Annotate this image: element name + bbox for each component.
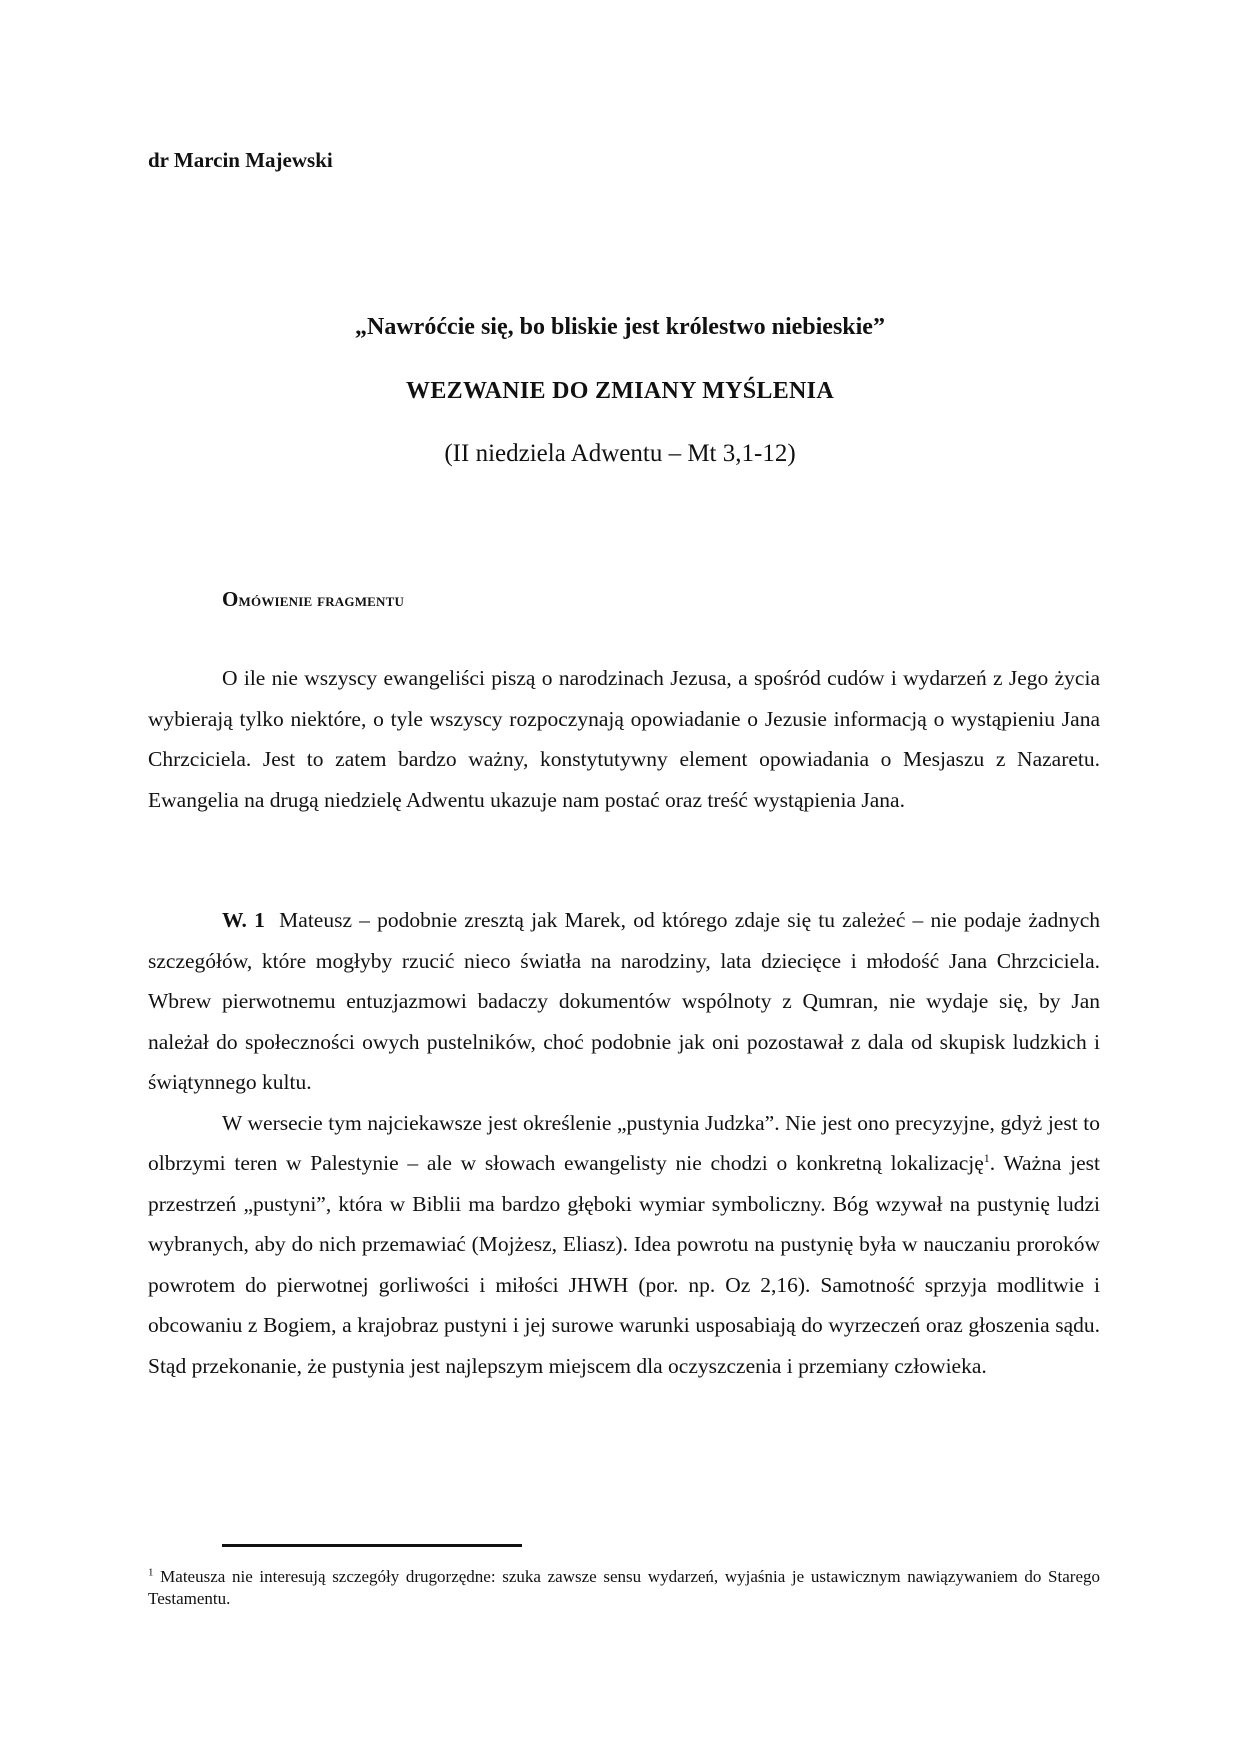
paragraph-desert [148, 1103, 1100, 1387]
author-name: dr Marcin Majewski [148, 148, 333, 172]
footnote-reference[interactable]: 1 [983, 1150, 990, 1165]
paragraph-verse-1-text: Mateusz – podobnie zresztą jak Marek, od którego zdaje się tu zależeć – nie podaje żadnych szczegółów, które mogłyby rzucić nieco światła na narodziny, lata dziecięce i młodość Jana Chrzciciela. Wbrew pierwotnemu entuzjazmowi badaczy dokumentów wspólnoty z Qumran, nie wydaje się, by Jan należał do społeczności owych pustelników, choć podobnie jak oni pozostawał z dala od skupisk ludzkich i świątynnego kultu. [148, 908, 1101, 1094]
paragraph-block-1 [148, 658, 1100, 820]
footnote [148, 1566, 1100, 1610]
section-heading [222, 587, 404, 612]
paragraph-block-2 [148, 900, 1100, 1386]
paragraph-verse-1 [148, 900, 1100, 1103]
paragraph-intro: O ile nie wszyscy ewangeliści piszą o narodzinach Jezusa, a spośród cudów i wydarzeń z Jego życia wybierają tylko niektóre, o tyle wszyscy rozpoczynają opowiadanie o Jezusie informacją o wystąpieniu Jana Chrzciciela. Jest to zatem bardzo ważny, konstytutywny element opowiadania o Mesjaszu z Nazaretu. Ewangelia na drugą niedzielę Adwentu ukazuje nam postać oraz treść wystąpienia Jana. [148, 666, 1100, 812]
footnote-marker: 1 [148, 1566, 154, 1579]
section-heading-initial: O [222, 587, 239, 611]
title-quote: „Nawróćcie się, bo bliskie jest królestwo niebieskie” [355, 314, 885, 340]
subtitle: (II niedziela Adwentu – Mt 3,1-12) [444, 440, 796, 467]
page-title: WEZWANIE DO ZMIANY MYŚLENIA [406, 378, 834, 404]
footnote-divider [222, 1544, 522, 1547]
section-heading-rest: mówienie fragmentu [238, 590, 405, 610]
verse-label: W. 1 [222, 908, 265, 932]
paragraph-desert-text-b: . Ważna jest przestrzeń „pustyni”, która w Biblii ma bardzo głęboki wymiar symboliczny. Bóg wzywał na pustynię ludzi wybranych, aby do nich przemawiać (Mojżesz, Eliasz). Idea powrotu na pustynię była w nauczaniu proroków powrotem do pierwotnej gorliwości i miłości JHWH (por. np. Oz 2,16). Samotność sprzyja modlitwie i obcowaniu z Bogiem, a krajobraz pustyni i jej surowe warunki usposabiają do wyrzeczeń oraz głoszenia sądu. Stąd przekonanie, że pustynia jest najlepszym miejscem dla oczyszczenia i przemiany człowieka. [148, 1151, 1101, 1378]
paragraph-desert-text-a: W wersecie tym najciekawsze jest określenie „pustynia Judzka”. Nie jest ono precyzyjne, gdyż jest to olbrzymi teren w Palestynie – ale w słowach ewangelisty nie chodzi o konkretną lokalizację [148, 1110, 1100, 1175]
footnote-text: Mateusza nie interesują szczegóły drugorzędne: szuka zawsze sensu wydarzeń, wyjaśnia je ustawicznym nawiązywaniem do Starego Testamentu. [148, 1567, 1100, 1608]
